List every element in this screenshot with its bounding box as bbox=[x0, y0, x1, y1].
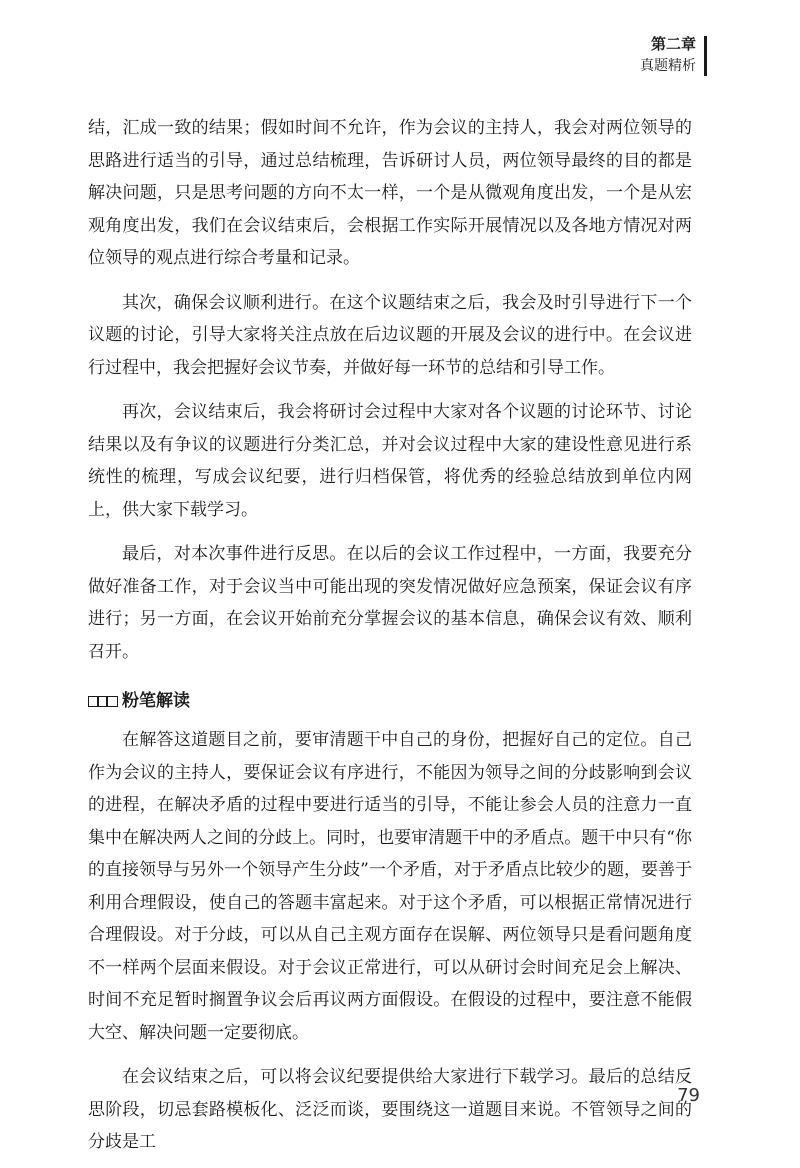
paragraph-second-step: 其次，确保会议顺利进行。在这个议题结束之后，我会及时引导进行下一个议题的讨论，引导大家将关注点放在后边议题的开展及会议的进行中。在会议进行过程中，我会把握好会议节奏，并做好每一环节的总结和引导工作。 bbox=[88, 292, 692, 378]
page-number: 79 bbox=[677, 1085, 700, 1106]
section-title: 真题精析 bbox=[640, 58, 696, 74]
paragraph-analysis-continued: 在会议结束之后，可以将会议纪要提供给大家进行下载学习。最后的总结反思阶段，切忌套路模板化、泛泛而谈，要围绕这一道题目来说。不管领导之间的分歧是工 bbox=[88, 1067, 692, 1152]
chapter-label: 第二章 bbox=[650, 35, 696, 53]
paragraph-third-step: 再次，会议结束后，我会将研讨会过程中大家对各个议题的讨论环节、讨论结果以及有争议的议题进行分类汇总，并对会议过程中大家的建设性意见进行系统性的梳理，写成会议纪要，进行归档保管，将优秀的经验总结放到单位内网上，供大家下载学习。 bbox=[88, 402, 692, 520]
paragraph-analysis: 在解答这道题目之前，要审清题干中自己的身份，把握好自己的定位。自己作为会议的主持人，要保证会议有序进行，不能因为领导之间的分歧影响到会议的进程，在解决矛盾的过程中要进行适当的引导，不能让参会人员的注意力一直集中在解决两人之间的分歧上。同时，也要审清题干中的矛盾点。题干中只有“你的直接领导与另外一个领导产生分歧”一个矛盾，对于矛盾点比较少的题，要善于利用合理假设，使自己的答题丰富起来。对于这个矛盾，可以根据正常情况进行合理假设。对于分歧，可以从自己主观方面存在误解、两位领导只是看问题角度不一样两个层面来假设。对于会议正常进行，可以从研讨会时间充足会上解决、时间不充足暂时搁置争议会后再议两方面假设。在假设的过程中，要注意不能假大空、解决问题一定要彻底。 bbox=[88, 730, 692, 1043]
header-vertical-rule bbox=[704, 36, 707, 76]
running-head bbox=[576, 34, 696, 76]
paragraph-continued: 结，汇成一致的结果；假如时间不允许，作为会议的主持人，我会对两位领导的思路进行适当的引导，通过总结梳理，告诉研讨人员，两位领导最终的目的都是解决问题，只是思考问题的方向不太一样，一个是从微观角度出发，一个是从宏观角度出发，我们在会议结束后，会根据工作实际开展情况以及各地方情况对两位领导的观点进行综合考量和记录。 bbox=[88, 118, 692, 268]
section-heading-text: 粉笔解读 bbox=[122, 691, 190, 711]
heading-marker-icon bbox=[88, 696, 118, 707]
section-heading bbox=[88, 686, 692, 716]
page-content bbox=[88, 112, 692, 1159]
paragraph-final-step: 最后，对本次事件进行反思。在以后的会议工作过程中，一方面，我要充分做好准备工作，对于会议当中可能出现的突发情况做好应急预案，保证会议有序进行；另一方面，在会议开始前充分掌握会议的基本信息，确保会议有效、顺利召开。 bbox=[88, 544, 692, 662]
